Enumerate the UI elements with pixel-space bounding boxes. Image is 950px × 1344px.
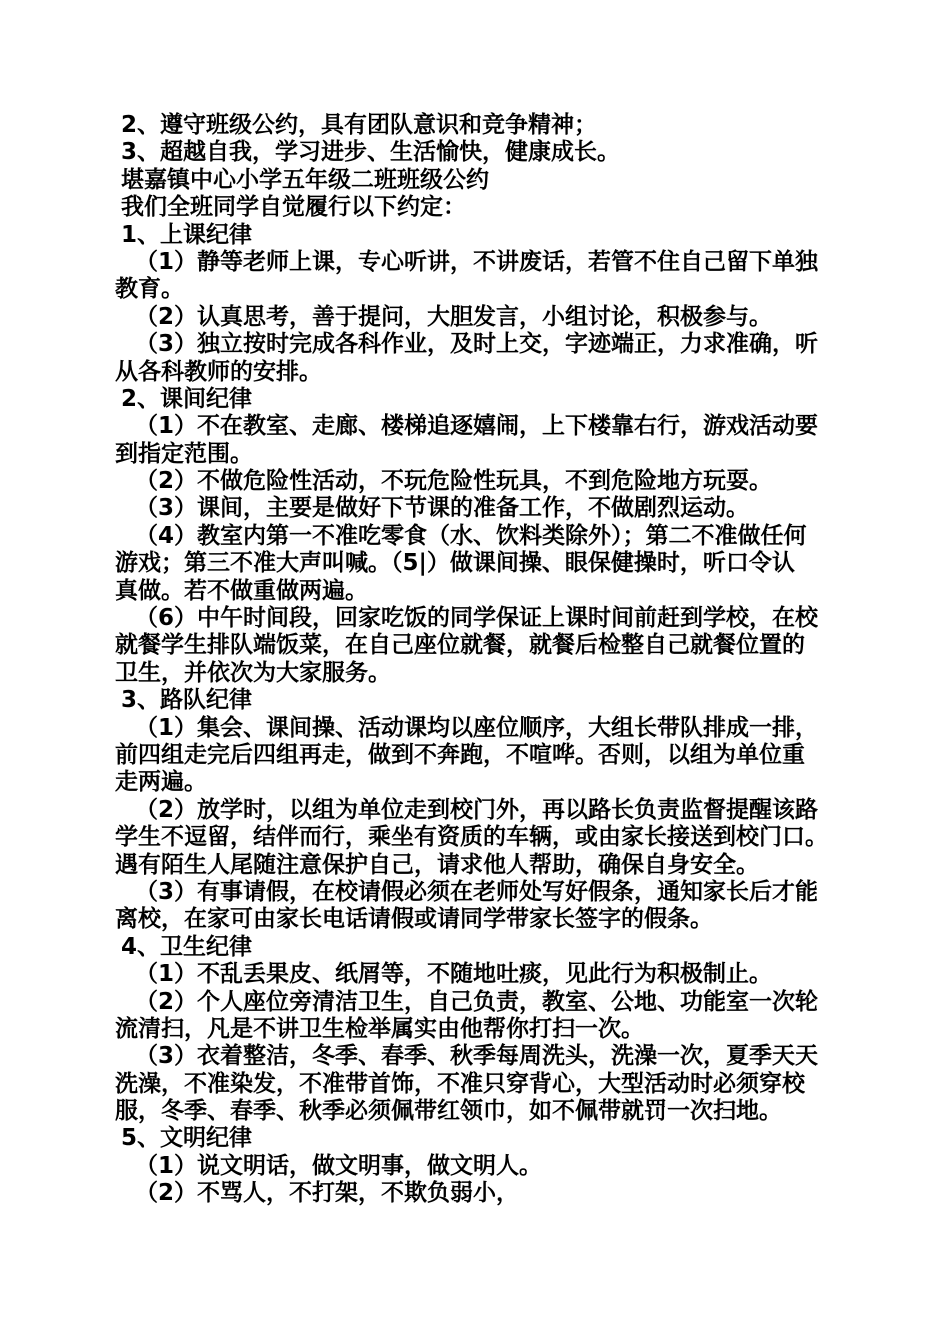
text-line: （2）认真思考，善于提问，大胆发言，小组讨论，积极参与。 (135, 303, 773, 330)
text-line: （1）集会、课间操、活动课均以座位顺序，大组长带队排成一排， (135, 714, 819, 741)
text-line: （1）静等老师上课，专心听讲，不讲废话，若管不住自己留下单独 (135, 248, 819, 275)
text-line: 3、路队纪律 (121, 687, 253, 714)
text-line: 5、文明纪律 (121, 1125, 253, 1152)
text-line: 1、上课纪律 (121, 221, 253, 248)
text-line: 遇有陌生人尾随注意保护自己，请求他人帮助，确保自身安全。 (115, 851, 759, 878)
text-line: 学生不逗留，结伴而行，乘坐有资质的车辆，或由家长接送到校门口。 (115, 824, 828, 851)
text-line: （3）独立按时完成各科作业，及时上交，字迹端正，力求准确，听 (135, 331, 819, 358)
text-line: 3、超越自我，学习进步、生活愉快，健康成长。 (121, 139, 621, 166)
text-line: 就餐学生排队端饭菜，在自己座位就餐，就餐后检整自己就餐位置的 (115, 632, 805, 659)
text-line: 到指定范围。 (115, 440, 253, 467)
text-line: 卫生，并依次为大家服务。 (115, 659, 391, 686)
text-line: 我们全班同学自觉履行以下约定： (121, 194, 466, 221)
text-line: 流清扫，凡是不讲卫生检举属实由他帮你打扫一次。 (115, 1015, 644, 1042)
text-line: 走两遍。 (115, 769, 207, 796)
text-line: （3）衣着整洁，冬季、春季、秋季每周洗头，洗澡一次，夏季天天 (135, 1043, 819, 1070)
text-line: （2）放学时，以组为单位走到校门外，再以路长负责监督提醒该路 (135, 796, 819, 823)
text-line: （2）不骂人，不打架，不欺负弱小， (135, 1180, 520, 1207)
text-line: 离校，在家可由家长电话请假或请同学带家长签字的假条。 (115, 906, 713, 933)
text-line: （4）教室内第一不准吃零食（水、饮料类除外）；第二不准做任何 (135, 522, 807, 549)
text-line: （2）不做危险性活动，不玩危险性玩具，不到危险地方玩耍。 (135, 468, 773, 495)
text-line: 2、遵守班级公约，具有团队意识和竞争精神； (121, 112, 598, 138)
text-line: （2）个人座位旁清洁卫生，自己负责，教室、公地、功能室一次轮 (135, 988, 819, 1015)
text-line: 堪嘉镇中心小学五年级二班班级公约 (121, 166, 489, 193)
text-line: （3）有事请假，在校请假必须在老师处写好假条，通知家长后才能 (135, 878, 819, 905)
text-line: （3）课间，主要是做好下节课的准备工作，不做剧烈运动。 (135, 495, 750, 522)
text-line: 4、卫生纪律 (121, 933, 253, 960)
text-line: （1）不乱丢果皮、纸屑等，不随地吐痰，见此行为积极制止。 (135, 961, 773, 988)
text-line: （6）中午时间段，回家吃饭的同学保证上课时间前赶到学校，在校 (135, 605, 819, 632)
text-line: 服，冬季、春季、秋季必须佩带红领巾，如不佩带就罚一次扫地。 (115, 1098, 782, 1125)
text-line: （1）说文明话，做文明事，做文明人。 (135, 1152, 543, 1179)
text-line: （1）不在教室、走廊、楼梯追逐嬉闹，上下楼靠右行，游戏活动要 (135, 413, 819, 440)
text-line: 从各科教师的安排。 (115, 358, 322, 385)
text-line: 洗澡，不准染发，不准带首饰，不准只穿背心，大型活动时必须穿校 (115, 1070, 805, 1097)
document-body (115, 112, 835, 1208)
text-line: 2、课间纪律 (121, 385, 253, 412)
text-line: 游戏；第三不准大声叫喊。（5|）做课间操、眼保健操时，听口令认 (115, 550, 795, 577)
text-line: 前四组走完后四组再走，做到不奔跑，不喧哗。否则，以组为单位重 (115, 741, 805, 768)
text-line: 教育。 (115, 276, 184, 303)
text-line: 真做。若不做重做两遍。 (115, 577, 368, 604)
